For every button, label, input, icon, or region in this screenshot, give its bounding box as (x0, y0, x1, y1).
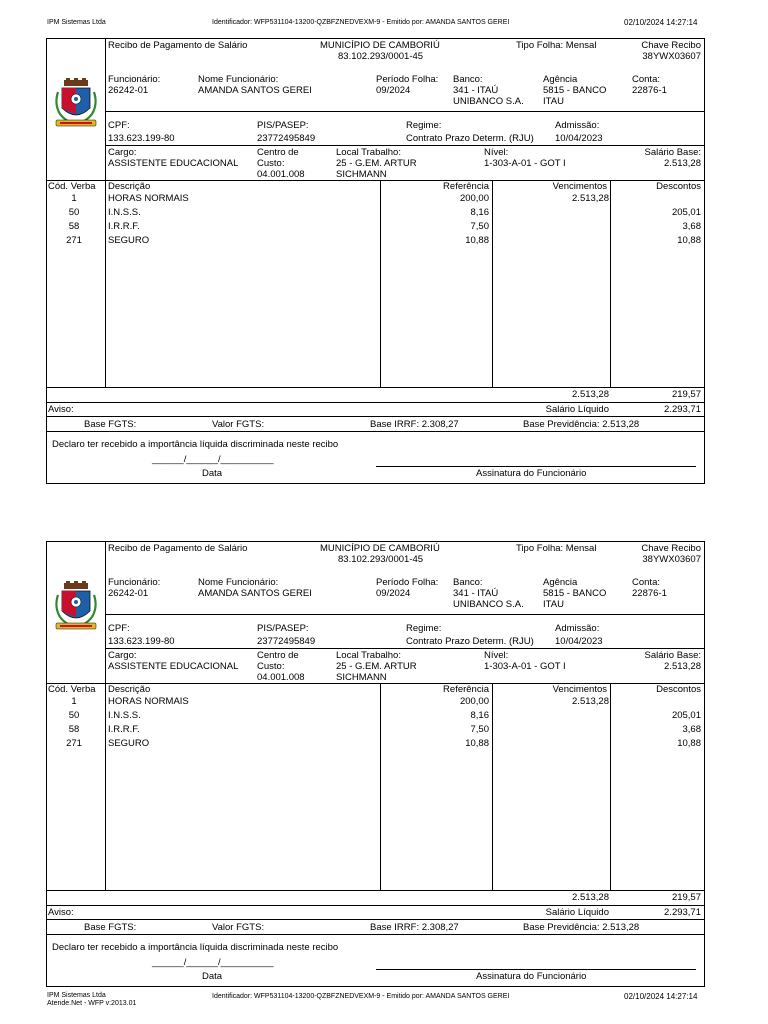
row-descricao: SEGURO (108, 738, 150, 749)
admissao-value: 10/04/2023 (555, 133, 603, 144)
signature-line (376, 466, 696, 467)
nome-label: Nome Funcionário: (198, 577, 279, 588)
admissao-label: Admissão: (555, 120, 600, 131)
data-label: Data (202, 468, 223, 479)
salario-liquido-label: Salário Líquido (545, 404, 609, 415)
nome-value: AMANDA SANTOS GEREI (198, 85, 312, 96)
nome-label: Nome Funcionário: (198, 74, 279, 85)
col-descricao: Descrição (108, 181, 151, 192)
conta-value: 22876-1 (632, 85, 667, 96)
col-cod-verba: Cód. Verba (48, 181, 96, 192)
row-descontos: 10,88 (677, 738, 701, 749)
row-descricao: SEGURO (108, 235, 150, 246)
col-cod-verba: Cód. Verba (48, 684, 96, 695)
nivel-value: 1-303-A-01 - GOT I (484, 661, 566, 672)
centro-label-2: Custo: (257, 158, 285, 169)
row-descricao: I.R.R.F. (108, 221, 140, 232)
receipt-frame (46, 38, 705, 484)
agencia-value-1: 5815 - BANCO (543, 588, 607, 599)
cargo-value: ASSISTENTE EDUCACIONAL (108, 661, 239, 672)
nivel-label: Nível: (484, 147, 509, 158)
chave-recibo-label: Chave Recibo (641, 543, 701, 554)
valor-fgts: Valor FGTS: (212, 419, 265, 430)
agencia-value-2: ITAU (543, 96, 564, 107)
cargo-label: Cargo: (108, 650, 137, 661)
page-header (0, 0, 768, 36)
conta-label: Conta: (632, 577, 660, 588)
row-descontos: 10,88 (677, 235, 701, 246)
periodo-value: 09/2024 (376, 588, 411, 599)
row-descricao: HORAS NORMAIS (108, 696, 189, 707)
banco-label: Banco: (453, 74, 483, 85)
row-descontos: 3,68 (682, 221, 701, 232)
regime-value: Contrato Prazo Determ. (RJU) (406, 133, 534, 144)
centro-label: Centro de (257, 650, 299, 661)
municipality-cnpj: 83.102.293/0001-45 (338, 554, 424, 565)
banco-value-2: UNIBANCO S.A. (453, 599, 524, 610)
row-referencia: 8,16 (470, 207, 489, 218)
conta-value: 22876-1 (632, 588, 667, 599)
date-placeholder: ______/______/__________ (152, 957, 274, 968)
chave-recibo-value: 38YWX03607 (642, 51, 701, 62)
nome-value: AMANDA SANTOS GEREI (198, 588, 312, 599)
assinatura-label: Assinatura do Funcionário (476, 468, 587, 479)
total-vencimentos: 2.513,28 (572, 892, 609, 903)
document-identifier: Identificador: WFP531104-13200-QZBFZNEDVEXM-9 - Emitido por: AMANDA SANTOS GEREI (212, 19, 510, 26)
col-referencia: Referência (443, 181, 489, 192)
row-cod: 271 (66, 235, 82, 246)
col-vencimentos: Vencimentos (552, 181, 607, 192)
chave-recibo-label: Chave Recibo (641, 40, 701, 51)
centro-value: 04.001.008 (257, 672, 305, 683)
col-descontos: Descontos (656, 181, 701, 192)
conta-label: Conta: (632, 74, 660, 85)
base-previdencia: Base Previdência: 2.513,28 (523, 922, 640, 933)
nivel-value: 1-303-A-01 - GOT I (484, 158, 566, 169)
footer-document-identifier: Identificador: WFP531104-13200-QZBFZNEDVEXM-9 - Emitido por: AMANDA SANTOS GEREI (212, 993, 510, 1000)
funcionario-value: 26242-01 (108, 85, 149, 96)
tipo-folha: Tipo Folha: Mensal (516, 40, 597, 51)
centro-label-2: Custo: (257, 661, 285, 672)
local-label: Local Trabalho: (336, 147, 401, 158)
banco-value-1: 341 - ITAÚ (453, 588, 499, 599)
date-placeholder: ______/______/__________ (152, 454, 274, 465)
salario-liquido-value: 2.293,71 (664, 404, 701, 415)
banco-label: Banco: (453, 577, 483, 588)
salary-receipt-copy-2 (46, 541, 705, 990)
funcionario-label: Funcionário: (108, 577, 161, 588)
local-value-1: 25 - G.EM. ARTUR (336, 158, 417, 169)
base-irrf: Base IRRF: 2.308,27 (370, 922, 459, 933)
periodo-label: Período Folha: (376, 577, 439, 588)
col-vencimentos: Vencimentos (552, 684, 607, 695)
regime-label: Regime: (406, 623, 442, 634)
row-referencia: 10,88 (465, 738, 489, 749)
base-fgts: Base FGTS: (84, 419, 137, 430)
col-descontos: Descontos (656, 684, 701, 695)
total-descontos: 219,57 (671, 389, 701, 400)
salario-liquido-value: 2.293,71 (664, 907, 701, 918)
local-value-1: 25 - G.EM. ARTUR (336, 661, 417, 672)
salario-base-label: Salário Base: (644, 147, 701, 158)
municipality-coat-of-arms-icon (52, 581, 100, 633)
total-vencimentos: 2.513,28 (572, 389, 609, 400)
periodo-label: Período Folha: (376, 74, 439, 85)
col-referencia: Referência (443, 684, 489, 695)
base-previdencia: Base Previdência: 2.513,28 (523, 419, 640, 430)
local-label: Local Trabalho: (336, 650, 401, 661)
salario-base-label: Salário Base: (644, 650, 701, 661)
receipt-title: Recibo de Pagamento de Salário (108, 40, 248, 51)
municipality-cnpj: 83.102.293/0001-45 (338, 51, 424, 62)
banco-value-2: UNIBANCO S.A. (453, 96, 524, 107)
data-label: Data (202, 971, 223, 982)
declaration-text: Declaro ter recebido a importância líquida discriminada neste recibo (52, 942, 339, 953)
agencia-value-2: ITAU (543, 599, 564, 610)
row-referencia: 10,88 (465, 235, 489, 246)
chave-recibo-value: 38YWX03607 (642, 554, 701, 565)
cargo-value: ASSISTENTE EDUCACIONAL (108, 158, 239, 169)
row-cod: 271 (66, 738, 82, 749)
row-descontos: 205,01 (671, 207, 701, 218)
aviso-label: Aviso: (48, 907, 74, 918)
row-referencia: 7,50 (470, 221, 489, 232)
pis-value: 23772495849 (257, 636, 316, 647)
admissao-label: Admissão: (555, 623, 600, 634)
agencia-value-1: 5815 - BANCO (543, 85, 607, 96)
row-vencimentos: 2.513,28 (572, 696, 609, 707)
footer-software-version: Atende.Net - WFP v:2013.01 (47, 1000, 137, 1007)
row-referencia: 7,50 (470, 724, 489, 735)
salario-base-value: 2.513,28 (664, 661, 701, 672)
row-descricao: I.N.S.S. (108, 710, 141, 721)
row-descricao: HORAS NORMAIS (108, 193, 189, 204)
row-cod: 1 (71, 696, 77, 707)
agencia-label: Agência (543, 74, 578, 85)
cpf-value: 133.623.199-80 (108, 636, 175, 647)
row-cod: 1 (71, 193, 77, 204)
salary-receipt-copy-1 (46, 38, 705, 487)
centro-label: Centro de (257, 147, 299, 158)
salario-base-value: 2.513,28 (664, 158, 701, 169)
funcionario-value: 26242-01 (108, 588, 149, 599)
receipt-title: Recibo de Pagamento de Salário (108, 543, 248, 554)
row-descricao: I.R.R.F. (108, 724, 140, 735)
row-descontos: 205,01 (671, 710, 701, 721)
regime-label: Regime: (406, 120, 442, 131)
emission-datetime: 02/10/2024 14:27:14 (624, 18, 698, 27)
pis-value: 23772495849 (257, 133, 316, 144)
receipt-frame (46, 541, 705, 987)
footer-company-name: IPM Sistemas Ltda (47, 992, 106, 999)
valor-fgts: Valor FGTS: (212, 922, 265, 933)
base-fgts: Base FGTS: (84, 922, 137, 933)
municipality-coat-of-arms-icon (52, 78, 100, 130)
cargo-label: Cargo: (108, 147, 137, 158)
cpf-value: 133.623.199-80 (108, 133, 175, 144)
col-descricao: Descrição (108, 684, 151, 695)
local-value-2: SICHMANN (336, 672, 387, 683)
row-cod: 58 (68, 724, 80, 735)
centro-value: 04.001.008 (257, 169, 305, 180)
agencia-label: Agência (543, 577, 578, 588)
admissao-value: 10/04/2023 (555, 636, 603, 647)
funcionario-label: Funcionário: (108, 74, 161, 85)
nivel-label: Nível: (484, 650, 509, 661)
assinatura-label: Assinatura do Funcionário (476, 971, 587, 982)
footer-emission-datetime: 02/10/2024 14:27:14 (624, 992, 698, 1001)
cpf-label: CPF: (108, 120, 130, 131)
row-referencia: 200,00 (459, 696, 489, 707)
municipality-name: MUNICÍPIO DE CAMBORIÚ (320, 40, 440, 51)
pis-label: PIS/PASEP: (257, 623, 309, 634)
pis-label: PIS/PASEP: (257, 120, 309, 131)
periodo-value: 09/2024 (376, 85, 411, 96)
total-descontos: 219,57 (671, 892, 701, 903)
row-vencimentos: 2.513,28 (572, 193, 609, 204)
local-value-2: SICHMANN (336, 169, 387, 180)
cpf-label: CPF: (108, 623, 130, 634)
municipality-name: MUNICÍPIO DE CAMBORIÚ (320, 543, 440, 554)
salario-liquido-label: Salário Líquido (545, 907, 609, 918)
row-cod: 50 (68, 207, 80, 218)
row-cod: 50 (68, 710, 80, 721)
row-referencia: 200,00 (459, 193, 489, 204)
row-cod: 58 (68, 221, 80, 232)
base-irrf: Base IRRF: 2.308,27 (370, 419, 459, 430)
company-name: IPM Sistemas Ltda (47, 19, 106, 26)
signature-line (376, 969, 696, 970)
regime-value: Contrato Prazo Determ. (RJU) (406, 636, 534, 647)
row-descricao: I.N.S.S. (108, 207, 141, 218)
row-referencia: 8,16 (470, 710, 489, 721)
aviso-label: Aviso: (48, 404, 74, 415)
declaration-text: Declaro ter recebido a importância líquida discriminada neste recibo (52, 439, 339, 450)
tipo-folha: Tipo Folha: Mensal (516, 543, 597, 554)
row-descontos: 3,68 (682, 724, 701, 735)
banco-value-1: 341 - ITAÚ (453, 85, 499, 96)
